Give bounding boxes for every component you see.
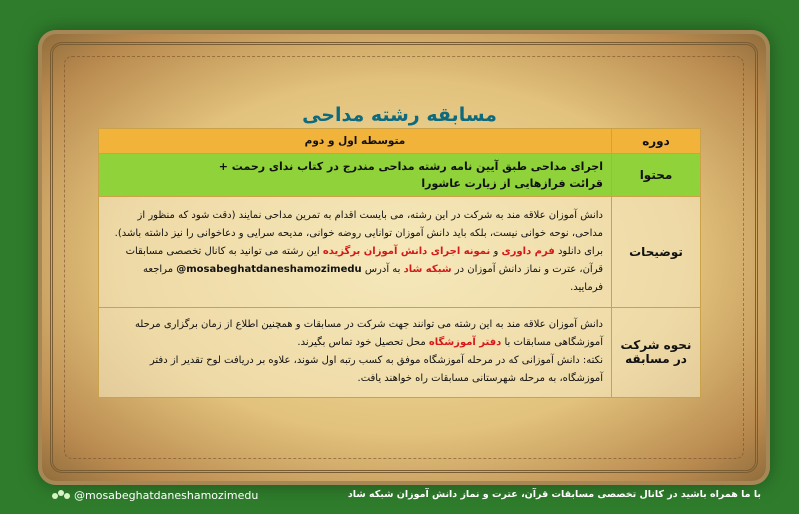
desc-text: به آدرس bbox=[364, 263, 401, 275]
shad-network-link[interactable]: شبکه شاد bbox=[403, 263, 452, 275]
table-row-description bbox=[99, 197, 701, 308]
description-value bbox=[99, 197, 612, 308]
judging-form-link[interactable]: فرم داوری bbox=[501, 245, 555, 257]
content-label: محتوا bbox=[612, 154, 701, 197]
sample-performance-link[interactable]: نمونه اجرای دانش آموزان برگزیده bbox=[322, 245, 491, 257]
description-paragraph-2 bbox=[107, 243, 603, 297]
desc-text: مراجعه فرمایید. bbox=[143, 263, 603, 293]
channel-handle-link[interactable]: @mosabeghatdaneshamozimedu bbox=[176, 263, 362, 275]
content-line-1: اجرای مداحی طبق آیین نامه رشته مداحی مندرج در کتاب ندای رحمت + bbox=[218, 160, 603, 173]
participation-label: نحوه شرکت در مسابقه bbox=[612, 307, 701, 397]
table-row-participation bbox=[99, 307, 701, 397]
content-line-2: قرائت فرازهایی از زیارت عاشورا bbox=[421, 177, 603, 190]
table-row-content bbox=[99, 154, 701, 197]
period-label: دوره bbox=[612, 129, 701, 154]
shad-logo-icon bbox=[52, 490, 70, 502]
period-value: متوسطه اول و دوم bbox=[99, 129, 612, 154]
table-row-period bbox=[99, 129, 701, 154]
description-paragraph-1: دانش آموزان علاقه مند به شرکت در این رشته، می بایست اقدام به تمرین مداحی نمایند (دقت شود که منظور از مداحی، نوحه خوانی نیست، بلکه باید دانش آموزان توانایی روضه خوانی، مدیحه سرایی و دعاخوانی را نیز داشته باشد). bbox=[114, 209, 603, 239]
participation-paragraph-1 bbox=[107, 316, 603, 352]
participation-note: نکته: دانش آموزانی که در مرحله آموزشگاه موفق به کسب رتبه اول شوند، علاوه بر دریافت لوح تقدیر از دفتر آموزشگاه، به مرحله شهرستانی مسابقات راه خواهند یافت. bbox=[149, 355, 603, 385]
desc-text: این رشته می توانید به کانال تخصصی مسابقات قرآن، عترت و نماز دانش آموزان در bbox=[125, 245, 603, 275]
page-title: مسابقه رشته مداحی bbox=[302, 104, 497, 126]
part-text: دانش آموزان علاقه مند به این رشته می توانند جهت شرکت در مسابقات و همچنین اطلاع از زمان برگزاری مرحله آموزشگاهی مسابقات با bbox=[134, 319, 603, 349]
part-text: محل تحصیل خود تماس بگیرند. bbox=[297, 337, 426, 349]
participation-value bbox=[99, 307, 612, 397]
footer-handle[interactable] bbox=[52, 489, 258, 502]
desc-text: برای دانلود bbox=[557, 245, 603, 257]
contest-info-table bbox=[98, 128, 701, 398]
footer-handle-text: @mosabeghatdaneshamozimedu bbox=[74, 489, 259, 502]
school-office-text: دفتر آموزشگاه bbox=[428, 337, 502, 349]
description-label: توضیحات bbox=[612, 197, 701, 308]
content-value bbox=[99, 154, 612, 197]
desc-text: و bbox=[493, 245, 499, 257]
footer-tagline: با ما همراه باشید در کانال تخصصی مسابقات قرآن، عترت و نماز دانش آموزان شبکه شاد bbox=[347, 489, 761, 500]
